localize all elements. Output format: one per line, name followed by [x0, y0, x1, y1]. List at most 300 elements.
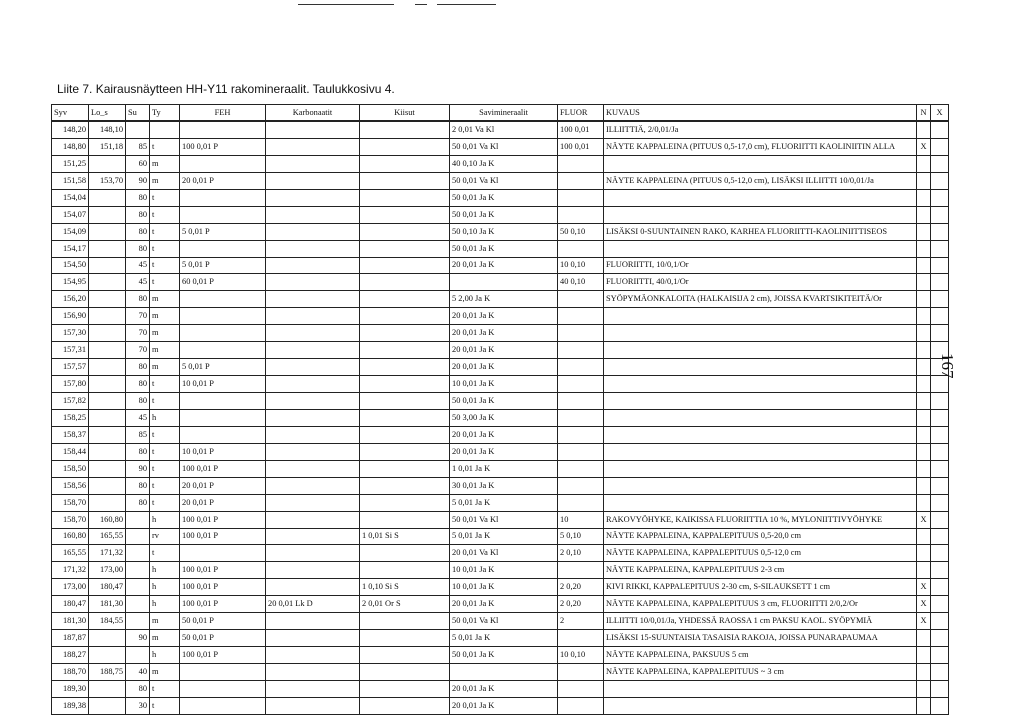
- cell-karbonaatit: [266, 443, 360, 460]
- table-header-row: [52, 105, 949, 122]
- cell-x: [931, 240, 949, 257]
- cell-lo-s: [89, 223, 126, 240]
- cell-n: [917, 664, 931, 681]
- cell-lo-s: [89, 409, 126, 426]
- cell-n: [917, 342, 931, 359]
- cell-kuvaus: NÄYTE KAPPALEINA, PAKSUUS 5 cm: [604, 647, 917, 664]
- cell-kuvaus: RAKOVYÖHYKE, KAIKISSA FLUORIITTIA 10 %, MYLONIITTIVYÖHYKE: [604, 511, 917, 528]
- cell-savimineraalit: 20 0,01 Ja K: [450, 359, 558, 376]
- cell-karbonaatit: [266, 155, 360, 172]
- cell-syv: 158,37: [52, 426, 89, 443]
- cell-fluor: 2 0,20: [558, 579, 604, 596]
- cell-lo-s: [89, 697, 126, 714]
- cell-kiisut: [360, 409, 450, 426]
- cell-ty: h: [150, 562, 180, 579]
- cell-kuvaus: [604, 426, 917, 443]
- cell-kiisut: 1 0,01 Si S: [360, 528, 450, 545]
- cell-kuvaus: [604, 189, 917, 206]
- cell-kiisut: [360, 460, 450, 477]
- cell-ty: h: [150, 647, 180, 664]
- cell-fluor: [558, 172, 604, 189]
- cell-kuvaus: [604, 325, 917, 342]
- cell-feh: 5 0,01 P: [180, 223, 266, 240]
- cell-savimineraalit: 5 0,01 Ja K: [450, 494, 558, 511]
- cell-fluor: [558, 409, 604, 426]
- column-header-kiisut: Kiisut: [360, 105, 450, 122]
- cell-feh: [180, 325, 266, 342]
- column-header-n: N: [917, 105, 931, 122]
- cell-syv: 188,70: [52, 664, 89, 681]
- cell-fluor: [558, 189, 604, 206]
- cell-feh: [180, 206, 266, 223]
- cell-lo-s: [89, 477, 126, 494]
- cell-kiisut: [360, 630, 450, 647]
- cell-lo-s: [89, 630, 126, 647]
- cell-karbonaatit: [266, 664, 360, 681]
- cell-lo-s: 165,55: [89, 528, 126, 545]
- cell-x: [931, 545, 949, 562]
- cell-ty: t: [150, 138, 180, 155]
- cell-lo-s: [89, 155, 126, 172]
- table-row: [52, 494, 949, 511]
- cell-feh: 50 0,01 P: [180, 630, 266, 647]
- cell-kiisut: [360, 359, 450, 376]
- column-header-ty: Ty: [150, 105, 180, 122]
- cell-x: [931, 257, 949, 274]
- cell-karbonaatit: [266, 647, 360, 664]
- cell-ty: h: [150, 579, 180, 596]
- cell-savimineraalit: 50 0,01 Va Kl: [450, 138, 558, 155]
- cell-lo-s: 184,55: [89, 613, 126, 630]
- table-row: [52, 664, 949, 681]
- cell-syv: 189,38: [52, 697, 89, 714]
- top-rule-left: [298, 4, 394, 5]
- cell-ty: t: [150, 206, 180, 223]
- cell-kuvaus: [604, 240, 917, 257]
- cell-lo-s: [89, 460, 126, 477]
- cell-ty: m: [150, 325, 180, 342]
- cell-kuvaus: SYÖPYMÄONKALOITA (HALKAISIJA 2 cm), JOISSA KVARTSIKITEITÄ/Or: [604, 291, 917, 308]
- cell-kiisut: [360, 138, 450, 155]
- cell-savimineraalit: [450, 664, 558, 681]
- cell-kuvaus: [604, 376, 917, 393]
- cell-lo-s: [89, 376, 126, 393]
- cell-ty: t: [150, 477, 180, 494]
- cell-savimineraalit: 5 0,01 Ja K: [450, 528, 558, 545]
- cell-savimineraalit: 2 0,01 Va Kl: [450, 121, 558, 138]
- cell-syv: 160,80: [52, 528, 89, 545]
- cell-x: [931, 647, 949, 664]
- cell-feh: [180, 680, 266, 697]
- cell-fluor: 10: [558, 511, 604, 528]
- cell-kuvaus: [604, 342, 917, 359]
- cell-syv: 187,87: [52, 630, 89, 647]
- cell-n: [917, 274, 931, 291]
- cell-syv: 151,25: [52, 155, 89, 172]
- cell-savimineraalit: 20 0,01 Va Kl: [450, 545, 558, 562]
- cell-feh: 5 0,01 P: [180, 257, 266, 274]
- cell-x: [931, 291, 949, 308]
- cell-syv: 171,32: [52, 562, 89, 579]
- cell-kuvaus: LISÄKSI 15-SUUNTAISIA TASAISIA RAKOJA, JOISSA PUNARAPAUMAA: [604, 630, 917, 647]
- cell-savimineraalit: 20 0,01 Ja K: [450, 325, 558, 342]
- cell-karbonaatit: [266, 613, 360, 630]
- cell-feh: 100 0,01 P: [180, 596, 266, 613]
- cell-x: [931, 189, 949, 206]
- cell-karbonaatit: [266, 121, 360, 138]
- cell-kuvaus: NÄYTE KAPPALEINA, KAPPALEPITUUS 3 cm, FLUORIITTI 2/0,2/Or: [604, 596, 917, 613]
- cell-syv: 154,50: [52, 257, 89, 274]
- cell-fluor: 5 0,10: [558, 528, 604, 545]
- cell-feh: [180, 393, 266, 410]
- table-row: [52, 393, 949, 410]
- cell-karbonaatit: [266, 189, 360, 206]
- cell-syv: 157,80: [52, 376, 89, 393]
- table-row: [52, 189, 949, 206]
- cell-fluor: 2: [558, 613, 604, 630]
- cell-su: [126, 647, 150, 664]
- cell-fluor: [558, 325, 604, 342]
- cell-x: [931, 274, 949, 291]
- cell-n: [917, 630, 931, 647]
- cell-fluor: 10 0,10: [558, 647, 604, 664]
- cell-savimineraalit: 1 0,01 Ja K: [450, 460, 558, 477]
- cell-feh: 100 0,01 P: [180, 528, 266, 545]
- cell-su: 80: [126, 477, 150, 494]
- cell-ty: m: [150, 342, 180, 359]
- table-row: [52, 596, 949, 613]
- cell-n: [917, 240, 931, 257]
- cell-n: X: [917, 596, 931, 613]
- cell-su: 80: [126, 494, 150, 511]
- cell-karbonaatit: [266, 528, 360, 545]
- cell-lo-s: 180,47: [89, 579, 126, 596]
- cell-karbonaatit: [266, 630, 360, 647]
- cell-n: [917, 477, 931, 494]
- cell-lo-s: [89, 647, 126, 664]
- cell-lo-s: [89, 189, 126, 206]
- cell-lo-s: [89, 240, 126, 257]
- column-header-savimineraalit: Savimineraalit: [450, 105, 558, 122]
- cell-kuvaus: [604, 359, 917, 376]
- cell-ty: m: [150, 291, 180, 308]
- cell-karbonaatit: [266, 545, 360, 562]
- cell-x: [931, 308, 949, 325]
- cell-kiisut: [360, 274, 450, 291]
- cell-su: 40: [126, 664, 150, 681]
- cell-kiisut: 1 0,10 Si S: [360, 579, 450, 596]
- cell-fluor: 100 0,01: [558, 121, 604, 138]
- cell-syv: 181,30: [52, 613, 89, 630]
- cell-lo-s: 181,30: [89, 596, 126, 613]
- cell-n: [917, 257, 931, 274]
- cell-kuvaus: [604, 680, 917, 697]
- cell-n: [917, 680, 931, 697]
- cell-syv: 188,27: [52, 647, 89, 664]
- cell-su: [126, 545, 150, 562]
- table-row: [52, 630, 949, 647]
- cell-n: [917, 647, 931, 664]
- cell-fluor: [558, 494, 604, 511]
- cell-kiisut: [360, 647, 450, 664]
- cell-feh: [180, 545, 266, 562]
- cell-kuvaus: ILLIITTIÄ, 2/0,01/Ja: [604, 121, 917, 138]
- cell-savimineraalit: 20 0,01 Ja K: [450, 342, 558, 359]
- cell-lo-s: 173,00: [89, 562, 126, 579]
- cell-su: 80: [126, 443, 150, 460]
- cell-su: [126, 562, 150, 579]
- table-row: [52, 155, 949, 172]
- cell-kuvaus: [604, 308, 917, 325]
- cell-syv: 173,00: [52, 579, 89, 596]
- cell-syv: 180,47: [52, 596, 89, 613]
- cell-feh: [180, 189, 266, 206]
- cell-feh: 20 0,01 P: [180, 477, 266, 494]
- cell-syv: 165,55: [52, 545, 89, 562]
- cell-ty: t: [150, 257, 180, 274]
- cell-savimineraalit: 20 0,01 Ja K: [450, 443, 558, 460]
- cell-su: 60: [126, 155, 150, 172]
- cell-x: [931, 664, 949, 681]
- cell-kuvaus: [604, 206, 917, 223]
- cell-fluor: 50 0,10: [558, 223, 604, 240]
- cell-fluor: [558, 443, 604, 460]
- cell-savimineraalit: 10 0,01 Ja K: [450, 376, 558, 393]
- table-row: [52, 172, 949, 189]
- cell-ty: rv: [150, 528, 180, 545]
- cell-syv: 158,25: [52, 409, 89, 426]
- cell-feh: [180, 409, 266, 426]
- cell-ty: h: [150, 596, 180, 613]
- cell-feh: 60 0,01 P: [180, 274, 266, 291]
- cell-syv: 157,82: [52, 393, 89, 410]
- cell-fluor: [558, 206, 604, 223]
- cell-n: X: [917, 511, 931, 528]
- cell-karbonaatit: [266, 393, 360, 410]
- cell-savimineraalit: 50 0,01 Ja K: [450, 240, 558, 257]
- cell-karbonaatit: [266, 376, 360, 393]
- cell-x: [931, 494, 949, 511]
- cell-karbonaatit: [266, 409, 360, 426]
- table-row: [52, 647, 949, 664]
- cell-syv: 148,20: [52, 121, 89, 138]
- cell-kiisut: [360, 376, 450, 393]
- cell-savimineraalit: 50 0,01 Va Kl: [450, 172, 558, 189]
- table-row: [52, 409, 949, 426]
- cell-karbonaatit: [266, 511, 360, 528]
- cell-savimineraalit: 50 3,00 Ja K: [450, 409, 558, 426]
- cell-kuvaus: [604, 697, 917, 714]
- cell-ty: t: [150, 697, 180, 714]
- cell-fluor: 40 0,10: [558, 274, 604, 291]
- cell-kuvaus: [604, 477, 917, 494]
- cell-x: [931, 680, 949, 697]
- cell-kiisut: [360, 325, 450, 342]
- cell-n: X: [917, 613, 931, 630]
- cell-lo-s: [89, 257, 126, 274]
- cell-su: 80: [126, 189, 150, 206]
- table-row: [52, 206, 949, 223]
- cell-su: 85: [126, 426, 150, 443]
- cell-ty: t: [150, 223, 180, 240]
- cell-kiisut: [360, 426, 450, 443]
- cell-lo-s: [89, 680, 126, 697]
- cell-karbonaatit: [266, 494, 360, 511]
- cell-lo-s: 151,18: [89, 138, 126, 155]
- cell-x: [931, 460, 949, 477]
- cell-savimineraalit: 20 0,01 Ja K: [450, 596, 558, 613]
- cell-n: [917, 697, 931, 714]
- cell-x: [931, 613, 949, 630]
- cell-karbonaatit: [266, 325, 360, 342]
- cell-savimineraalit: 20 0,01 Ja K: [450, 697, 558, 714]
- table-row: [52, 443, 949, 460]
- cell-savimineraalit: 20 0,01 Ja K: [450, 308, 558, 325]
- cell-feh: 100 0,01 P: [180, 511, 266, 528]
- cell-syv: 148,80: [52, 138, 89, 155]
- cell-kuvaus: NÄYTE KAPPALEINA (PITUUS 0,5-12,0 cm), LISÄKSI ILLIITTI 10/0,01/Ja: [604, 172, 917, 189]
- cell-n: [917, 121, 931, 138]
- table-row: [52, 460, 949, 477]
- cell-kiisut: [360, 291, 450, 308]
- cell-su: 45: [126, 409, 150, 426]
- cell-lo-s: [89, 206, 126, 223]
- cell-x: [931, 697, 949, 714]
- document-title: Liite 7. Kairausnäytteen HH-Y11 rakomineraalit. Taulukkosivu 4.: [57, 82, 395, 96]
- cell-n: [917, 172, 931, 189]
- table-row: [52, 545, 949, 562]
- cell-fluor: [558, 359, 604, 376]
- cell-kiisut: [360, 206, 450, 223]
- column-header-kuvaus: KUVAUS: [604, 105, 917, 122]
- cell-kiisut: [360, 172, 450, 189]
- table-row: [52, 308, 949, 325]
- cell-n: [917, 155, 931, 172]
- table-row: [52, 528, 949, 545]
- cell-n: [917, 393, 931, 410]
- cell-kuvaus: NÄYTE KAPPALEINA, KAPPALEPITUUS 2-3 cm: [604, 562, 917, 579]
- cell-syv: 189,30: [52, 680, 89, 697]
- cell-savimineraalit: 30 0,01 Ja K: [450, 477, 558, 494]
- cell-n: [917, 494, 931, 511]
- cell-fluor: [558, 393, 604, 410]
- cell-su: [126, 596, 150, 613]
- cell-su: 45: [126, 257, 150, 274]
- table-row: [52, 240, 949, 257]
- cell-savimineraalit: 5 2,00 Ja K: [450, 291, 558, 308]
- cell-fluor: [558, 376, 604, 393]
- cell-kuvaus: NÄYTE KAPPALEINA, KAPPALEPITUUS 0,5-20,0 cm: [604, 528, 917, 545]
- cell-su: 90: [126, 460, 150, 477]
- cell-syv: 154,95: [52, 274, 89, 291]
- cell-feh: [180, 697, 266, 714]
- cell-karbonaatit: [266, 223, 360, 240]
- cell-fluor: [558, 630, 604, 647]
- page-number: 167: [938, 353, 957, 379]
- cell-feh: 5 0,01 P: [180, 359, 266, 376]
- cell-kiisut: [360, 393, 450, 410]
- cell-karbonaatit: [266, 257, 360, 274]
- cell-n: [917, 223, 931, 240]
- cell-ty: h: [150, 409, 180, 426]
- cell-karbonaatit: [266, 477, 360, 494]
- cell-kiisut: [360, 494, 450, 511]
- cell-savimineraalit: 50 0,01 Ja K: [450, 189, 558, 206]
- cell-n: [917, 443, 931, 460]
- column-header-karbonaatit: Karbonaatit: [266, 105, 360, 122]
- cell-syv: 154,17: [52, 240, 89, 257]
- cell-su: 90: [126, 630, 150, 647]
- table-row: [52, 223, 949, 240]
- cell-lo-s: 148,10: [89, 121, 126, 138]
- cell-x: [931, 223, 949, 240]
- cell-x: [931, 172, 949, 189]
- cell-x: [931, 206, 949, 223]
- cell-su: [126, 613, 150, 630]
- table-row: [52, 562, 949, 579]
- cell-su: 80: [126, 376, 150, 393]
- cell-feh: 20 0,01 P: [180, 494, 266, 511]
- cell-ty: m: [150, 308, 180, 325]
- cell-syv: 154,07: [52, 206, 89, 223]
- cell-savimineraalit: 50 0,01 Va Kl: [450, 511, 558, 528]
- cell-kuvaus: [604, 443, 917, 460]
- cell-su: 80: [126, 359, 150, 376]
- cell-fluor: 10 0,10: [558, 257, 604, 274]
- cell-n: [917, 409, 931, 426]
- cell-syv: 157,30: [52, 325, 89, 342]
- cell-n: [917, 528, 931, 545]
- cell-karbonaatit: [266, 680, 360, 697]
- cell-feh: [180, 240, 266, 257]
- cell-kiisut: [360, 155, 450, 172]
- cell-kiisut: [360, 511, 450, 528]
- cell-x: [931, 596, 949, 613]
- cell-kuvaus: [604, 409, 917, 426]
- cell-fluor: [558, 562, 604, 579]
- column-header-fluor: FLUOR: [558, 105, 604, 122]
- table-row: [52, 477, 949, 494]
- cell-ty: [150, 121, 180, 138]
- table-row: [52, 680, 949, 697]
- cell-karbonaatit: [266, 426, 360, 443]
- cell-feh: 20 0,01 P: [180, 172, 266, 189]
- cell-kuvaus: [604, 393, 917, 410]
- cell-su: 45: [126, 274, 150, 291]
- table-row: [52, 274, 949, 291]
- table-row: [52, 291, 949, 308]
- cell-kiisut: [360, 240, 450, 257]
- cell-su: 80: [126, 240, 150, 257]
- cell-kiisut: [360, 697, 450, 714]
- cell-n: [917, 426, 931, 443]
- cell-su: 70: [126, 308, 150, 325]
- cell-syv: 156,90: [52, 308, 89, 325]
- cell-su: 80: [126, 393, 150, 410]
- cell-fluor: [558, 342, 604, 359]
- cell-syv: 154,04: [52, 189, 89, 206]
- cell-savimineraalit: 50 0,01 Va Kl: [450, 613, 558, 630]
- cell-lo-s: [89, 494, 126, 511]
- cell-fluor: [558, 291, 604, 308]
- cell-syv: 158,70: [52, 511, 89, 528]
- cell-feh: 100 0,01 P: [180, 138, 266, 155]
- column-header-syv: Syv: [52, 105, 89, 122]
- table-body: [52, 121, 949, 714]
- cell-kuvaus: NÄYTE KAPPALEINA (PITUUS 0,5-17,0 cm), FLUORIITTI KAOLINIITIN ALLA: [604, 138, 917, 155]
- cell-karbonaatit: [266, 562, 360, 579]
- cell-x: [931, 579, 949, 596]
